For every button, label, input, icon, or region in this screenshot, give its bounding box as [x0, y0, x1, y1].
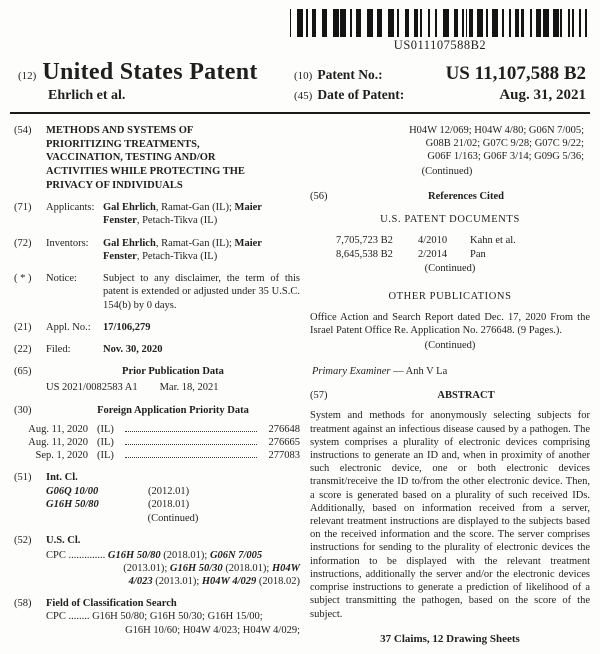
priority-number: 277083 [268, 450, 300, 462]
patent-document-row [310, 234, 590, 247]
cited-patent-number: 8,645,538 B2 [336, 248, 393, 260]
prior-publication-body [46, 365, 300, 394]
notice-label: Notice: [46, 273, 77, 285]
classification-line: G06F 1/163; G06F 3/14; G09G 5/36; [427, 151, 584, 163]
applicants-label: Applicants: [46, 202, 95, 214]
patent-no-field-number: (10) [294, 70, 313, 82]
us-cl-lines [46, 549, 300, 589]
section-21-number: (21) [14, 321, 32, 333]
section-71-number: (71) [14, 202, 32, 214]
us-cl-body [46, 534, 300, 588]
prior-publication-entry [46, 381, 300, 394]
int-cl-code: G06Q 10/00 [46, 485, 99, 497]
us-cl-line: (2013.01); G16H 50/30 (2018.01); H04W [123, 562, 300, 574]
section-field-of-search [14, 597, 300, 637]
section-references [310, 190, 590, 203]
int-cl-code: G16H 50/80 [46, 498, 99, 510]
body-columns [0, 114, 600, 647]
foreign-priority-rows [14, 423, 300, 463]
header [0, 53, 600, 106]
left-column [14, 124, 300, 647]
section-57-number: (57) [310, 390, 328, 402]
priority-country: (IL) [97, 437, 114, 449]
cited-patent-name: Pan [470, 248, 486, 260]
section-72-number: (72) [14, 237, 32, 249]
us-patent-documents-table [310, 234, 590, 275]
kind-code-number: (12) [18, 70, 37, 82]
patent-no-label: Patent No.: [317, 67, 383, 82]
us-patent-documents-heading: U.S. PATENT DOCUMENTS [380, 214, 520, 226]
patent-date-row [294, 87, 586, 104]
inventors-row [46, 237, 300, 263]
foreign-priority-heading: Foreign Application Priority Data [97, 404, 249, 416]
inventor-short-name: Ehrlich et al. [48, 88, 126, 103]
appl-no-value: 17/106,279 [103, 321, 151, 333]
us-cl-line: 4/023 (2013.01); H04W 4/029 (2018.02) [128, 576, 300, 588]
priority-row [14, 449, 300, 462]
primary-examiner-line: Primary Examiner — Anh V La [312, 365, 448, 377]
barcode-icon [290, 9, 590, 37]
references-heading: References Cited [428, 190, 504, 202]
filed-row [46, 343, 300, 356]
us-cl-line: CPC .............. G16H 50/80 (2018.01); G06N 7/005 [46, 549, 263, 561]
priority-row [14, 423, 300, 436]
other-publications-continued: (Continued) [424, 339, 476, 351]
int-cl-row [46, 498, 300, 511]
abstract-heading: ABSTRACT [437, 390, 495, 402]
section-56-number: (56) [310, 190, 328, 202]
patent-document-row [310, 248, 590, 261]
section-22-number: (22) [14, 343, 32, 355]
inventors-label: Inventors: [46, 237, 89, 249]
barcode-number: US011107588B2 [393, 38, 487, 52]
priority-date: Aug. 11, 2020 [28, 423, 88, 435]
us-cl-heading: U.S. Cl. [46, 535, 81, 547]
appl-no-row [46, 321, 300, 334]
classification-continuation [310, 124, 584, 178]
date-value: Aug. 31, 2021 [499, 87, 586, 103]
header-title-row [18, 59, 258, 86]
field-of-search-body [46, 597, 300, 637]
priority-number: 276648 [268, 423, 300, 435]
date-label: Date of Patent: [317, 87, 405, 102]
inventors-value: Gal Ehrlich, Ramat-Gan (IL); Maier Fenster, Petach-Tikva (IL) [103, 237, 262, 262]
appl-no-label: Appl. No.: [46, 321, 91, 333]
us-docs-continued: (Continued) [424, 262, 476, 274]
publication-number: US 2021/0082583 A1 [46, 382, 138, 394]
field-cpc-line: CPC ........ G16H 50/80; G16H 50/30; G16H 15/00; [46, 611, 263, 623]
int-cl-year: (2018.01) [148, 498, 190, 510]
int-cl-continued: (Continued) [147, 513, 199, 525]
section-51-number: (51) [14, 472, 32, 484]
header-left [14, 59, 258, 106]
section-prior-publication [14, 365, 300, 394]
patent-no-value: US 11,107,588 B2 [445, 63, 586, 84]
invention-title: METHODS AND SYSTEMS OF PRIORITIZING TREATMENTS, VACCINATION, TESTING AND/OR ACTIVITIES WHILE PROTECTING THE PRIVACY OF INDIVIDUALS [46, 125, 245, 191]
int-cl-heading: Int. Cl. [46, 472, 78, 484]
notice-text: Subject to any disclaimer, the term of this patent is extended or adjusted under 35 U.S.C. 154(b) by 0 days. [103, 273, 300, 311]
section-notice [14, 272, 300, 312]
priority-country: (IL) [97, 450, 114, 462]
int-cl-body [46, 471, 300, 525]
section-30-number: (30) [14, 404, 32, 416]
priority-date: Sep. 1, 2020 [35, 450, 88, 462]
section-appl-no [14, 321, 300, 334]
field-cpc-line: G16H 10/60; H04W 4/023; H04W 4/029; [125, 624, 300, 636]
field-of-search-heading: Field of Classification Search [46, 598, 177, 610]
priority-country: (IL) [97, 423, 114, 435]
dotted-leader [125, 457, 257, 458]
cited-patent-name: Kahn et al. [470, 235, 516, 247]
section-54-number: (54) [14, 125, 32, 136]
priority-date: Aug. 11, 2020 [28, 437, 88, 449]
section-foreign-priority [14, 404, 300, 417]
section-58-number: (58) [14, 598, 32, 610]
classification-line: H04W 12/069; H04W 4/80; G06N 7/005; [409, 125, 584, 136]
barcode-section [290, 9, 590, 53]
header-right [294, 59, 586, 106]
cited-patent-date: 2/2014 [418, 248, 448, 260]
dotted-leader [125, 444, 257, 445]
cited-patent-date: 4/2010 [418, 235, 448, 247]
cited-patent-number: 7,705,723 B2 [336, 235, 393, 247]
section-inventors [14, 237, 300, 263]
prior-publication-heading: Prior Publication Data [122, 366, 224, 378]
classification-continued: (Continued) [421, 165, 473, 177]
section-52-number: (52) [14, 535, 32, 547]
section-filed [14, 343, 300, 356]
foreign-priority-body [46, 404, 300, 417]
applicants-value: Gal Ehrlich, Ramat-Gan (IL); Maier Fenster, Petach-Tikva (IL) [103, 202, 262, 227]
date-field-number: (45) [294, 90, 313, 102]
other-publications-heading: OTHER PUBLICATIONS [388, 290, 512, 302]
section-applicants [14, 201, 300, 227]
publication-date: Mar. 18, 2021 [159, 382, 219, 394]
section-us-cl [14, 534, 300, 588]
priority-row [14, 436, 300, 449]
filed-label: Filed: [46, 343, 71, 355]
int-cl-year: (2012.01) [148, 485, 190, 497]
filed-value: Nov. 30, 2020 [103, 343, 163, 355]
dotted-leader [125, 431, 257, 432]
applicants-row [46, 201, 300, 227]
notice-asterisk: ( * ) [14, 273, 32, 285]
priority-number: 276665 [268, 437, 300, 449]
section-int-cl [14, 471, 300, 525]
section-65-number: (65) [14, 366, 32, 378]
page-title: United States Patent [42, 59, 258, 85]
section-title [14, 124, 300, 192]
notice-row [46, 272, 300, 312]
right-column [310, 124, 590, 647]
classification-line: G08B 21/02; G07C 9/28; G07C 9/22; [425, 138, 584, 150]
int-cl-row [46, 485, 300, 498]
other-publications-text: Office Action and Search Report dated Dec. 17, 2020 From the Israel Patent Office Re. Application No. 276648. (9 Pages.). [310, 312, 590, 337]
claims-summary: 37 Claims, 12 Drawing Sheets [380, 632, 520, 645]
patent-number-row [294, 63, 586, 85]
section-abstract [310, 389, 590, 402]
abstract-text: System and methods for anonymously selecting subjects for treatment against an infectious disease caused by a pathogen. The system comprises a plurality of electronic devices comprising instructions to generate an ID and, when in proximity of another such electronic device, one or both electronic devices transmit/receive the ID to/from the other electronic device. Then, a score is generated based on a plurality of such received IDs. Additionally, based on information received from a server, relevant treatment instructions are displayed to the subjects based on the received information and the score. The server comprises instructions for sending to the plurality of electronic devices the information to be displayed with the relevant treatment instructions, additionally the server and/or the electronic devices comprise instructions to generate a prediction of likelihood of a subject transmitting the pathogen, based on the score of the subject. [310, 410, 590, 620]
